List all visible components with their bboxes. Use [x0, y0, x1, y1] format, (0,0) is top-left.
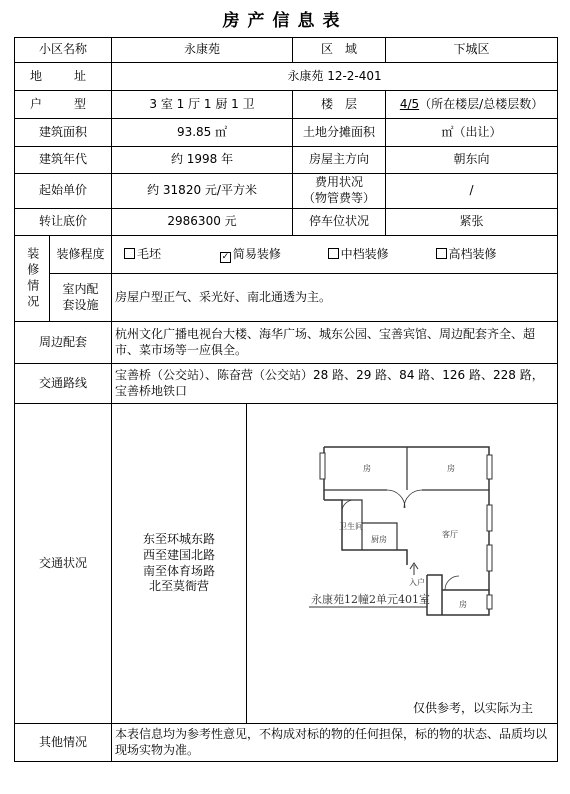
- layout-value: 3 室 1 厅 1 厨 1 卫: [112, 91, 293, 119]
- window: [320, 453, 325, 479]
- floor-value: [386, 91, 558, 119]
- floorplan-drawing: [247, 405, 558, 723]
- district-label: 区 域: [293, 38, 386, 63]
- address-label: 地 址: [15, 63, 112, 91]
- floor-number: 4/5: [399, 96, 420, 111]
- room-label-living: 客厅: [442, 529, 459, 539]
- direction-east: 东至环城东路: [143, 532, 216, 547]
- floorplan-inner-walls: [324, 447, 489, 490]
- window: [487, 505, 492, 531]
- floorplan-cell: [247, 404, 558, 724]
- room-label-bedroom-2: 房: [447, 463, 456, 473]
- transit-value: 宝善桥（公交站）、陈奋营（公交站）28 路、29 路、84 路、126 路、228 路，宝善桥地铁口: [112, 364, 558, 404]
- row-price: [15, 174, 558, 209]
- row-layout: [15, 91, 558, 119]
- window: [487, 545, 492, 571]
- door-arc: [342, 499, 354, 509]
- row-reserve: [15, 209, 558, 236]
- surroundings-label: 周边配套: [15, 322, 112, 364]
- row-transit: [15, 364, 558, 404]
- parking-value: 紧张: [386, 209, 558, 236]
- checkbox-mid-icon[interactable]: [328, 248, 339, 259]
- address-value: 永康苑 12-2-401: [112, 63, 558, 91]
- option-mid[interactable]: 中档装修: [328, 247, 432, 263]
- transit-label: 交通路线: [15, 364, 112, 404]
- price-value: 约 31820 元/平方米: [112, 174, 293, 209]
- facilities-value: 房屋户型正气、采光好、南北通透为主。: [112, 274, 558, 322]
- direction-south: 南至体育场路: [143, 563, 216, 578]
- floorplan-walls-south: [427, 575, 489, 615]
- parking-label: 停车位状况: [293, 209, 386, 236]
- decoration-level-label: 装修程度: [50, 236, 112, 274]
- row-area: [15, 119, 558, 147]
- floorplan-caption: 永康苑12幢2单元401室: [311, 592, 431, 606]
- door-arc: [387, 490, 405, 508]
- option-simple[interactable]: ✓ 简易装修: [221, 246, 281, 262]
- traffic-directions: [112, 404, 247, 724]
- floor-label: 楼 层: [293, 91, 386, 119]
- surroundings-value: 杭州文化广播电视台大楼、海华广场、城东公园、宝善宾馆、周边配套齐全、超市、菜市场等一应俱全。: [112, 322, 558, 364]
- room-label-bedroom-3: 房: [459, 599, 468, 609]
- page-title: 房产信息表: [222, 11, 348, 31]
- reserve-value: 2986300 元: [112, 209, 293, 236]
- window: [487, 595, 492, 609]
- direction-west: 西至建国北路: [143, 547, 216, 562]
- room-label-bathroom: 卫生间: [339, 521, 364, 531]
- area-label: 建筑面积: [15, 119, 112, 147]
- direction-north: 北至莫衙营: [149, 579, 210, 594]
- window: [487, 455, 492, 479]
- option-rough[interactable]: 毛坯: [124, 247, 216, 263]
- area-value: 93.85 ㎡: [112, 119, 293, 147]
- checkbox-simple-checked-icon[interactable]: ✓: [221, 251, 230, 262]
- property-info-table: [14, 37, 558, 762]
- row-surroundings: [15, 322, 558, 364]
- layout-label: 户 型: [15, 91, 112, 119]
- option-high[interactable]: 高档装修: [436, 247, 497, 263]
- land-label: 土地分摊面积: [293, 119, 386, 147]
- row-community: [15, 38, 558, 63]
- community-value: 永康苑: [112, 38, 293, 63]
- decoration-options: [112, 236, 558, 274]
- fees-label: 费用状况 （物管费等）: [293, 174, 386, 209]
- fees-value: /: [386, 174, 558, 209]
- year-value: 约 1998 年: [112, 147, 293, 174]
- row-other: [15, 724, 558, 762]
- floor-note: （所在楼层/总楼层数）: [419, 96, 544, 111]
- price-label: 起始单价: [15, 174, 112, 209]
- room-label-kitchen: 厨房: [371, 534, 388, 544]
- room-label-bedroom-1: 房: [363, 463, 372, 473]
- entrance-arrow-icon: [410, 563, 418, 575]
- floorplan: [247, 405, 557, 723]
- row-year: [15, 147, 558, 174]
- land-value: ㎡（出让）: [386, 119, 558, 147]
- facilities-label: 室内配套设施: [50, 274, 112, 322]
- door-arc: [445, 576, 459, 590]
- door-arc: [404, 490, 422, 508]
- floorplan-note: 仅供参考，以实际为主: [413, 700, 534, 715]
- row-decoration-level: [15, 236, 558, 274]
- row-traffic: [15, 404, 558, 724]
- community-label: 小区名称: [15, 38, 112, 63]
- checkbox-rough-icon[interactable]: [124, 248, 135, 259]
- decoration-group-label: 装修情况: [15, 236, 50, 322]
- checkbox-high-icon[interactable]: [436, 248, 447, 259]
- year-label: 建筑年代: [15, 147, 112, 174]
- other-label: 其他情况: [15, 724, 112, 762]
- district-value: 下城区: [386, 38, 558, 63]
- reserve-label: 转让底价: [15, 209, 112, 236]
- other-value: 本表信息均为参考性意见，不构成对标的物的任何担保，标的物的状态、品质均以现场实物为准。: [112, 724, 558, 762]
- row-facilities: [15, 274, 558, 322]
- orientation-label: 房屋主方向: [293, 147, 386, 174]
- orientation-value: 朝东向: [386, 147, 558, 174]
- traffic-label: 交通状况: [15, 404, 112, 724]
- entrance-label: 入户: [409, 577, 426, 587]
- row-address: [15, 63, 558, 91]
